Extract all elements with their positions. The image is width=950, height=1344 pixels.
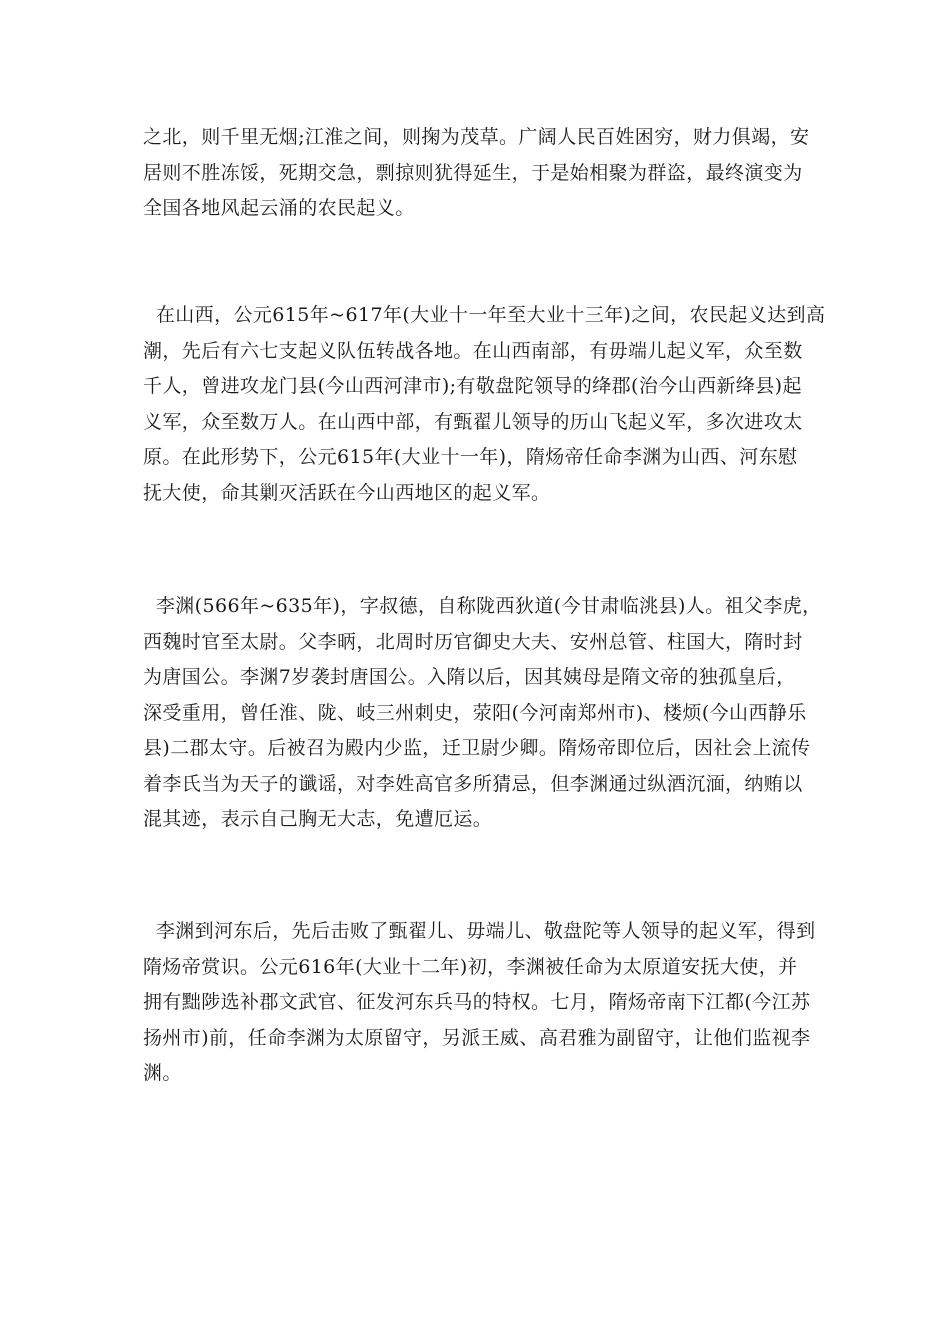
paragraph-line: 原。在此形势下，公元615年(大业十一年)，隋炀帝任命李渊为山西、河东慰 [143,446,798,468]
paragraph-line: 扬州市)前，任命李渊为太原留守，另派王威、高君雅为副留守，让他们监视李 [143,1026,811,1049]
paragraph-line: 着李氏当为天子的谶谣，对李姓高官多所猜忌，但李渊通过纵酒沉湎，纳贿以 [143,772,803,795]
paragraph-line: 李渊(566年~635年)，字叔德，自称陇西狄道(今甘肃临洮县)人。祖父李虎， [143,595,822,617]
paragraph-line: 居则不胜冻馁，死期交急，剽掠则犹得延生，于是始相聚为群盗，最终演变为 [143,161,803,184]
paragraph-line: 之北，则千里无烟;江淮之间，则掬为茂草。广阔人民百姓困穷，财力俱竭，安 [143,126,810,148]
paragraph-2 [143,298,826,511]
paragraph-3 [143,589,822,838]
paragraph-4 [143,914,816,1092]
paragraph-line: 潮，先后有六七支起义队伍转战各地。在山西南部，有毋端儿起义军，众至数 [143,339,803,362]
paragraph-line: 全国各地风起云涌的农民起义。 [143,197,415,219]
paragraph-line: 西魏时官至太尉。父李昞，北周时历官御史大夫、安州总管、柱国大，隋时封 [143,630,803,653]
paragraph-line: 渊。 [143,1062,182,1084]
paragraph-line: 义军，众至数万人。在山西中部，有甄翟儿领导的历山飞起义军，多次进攻太 [143,410,803,433]
paragraph-line: 拥有黜陟选补郡文武官、征发河东兵马的特权。七月，隋炀帝南下江都(今江苏 [143,991,811,1013]
paragraph-line: 千人，曾进攻龙门县(今山西河津市);有敬盘陀领导的绛郡(治今山西新绛县)起 [143,375,802,397]
paragraph-line: 在山西，公元615年~617年(大业十一年至大业十三年)之间，农民起义达到高 [143,304,826,326]
paragraph-line: 混其迹，表示自己胸无大志，免遭厄运。 [143,808,493,830]
paragraph-line: 抚大使，命其剿灭活跃在今山西地区的起义军。 [143,481,551,504]
paragraph-line: 深受重用，曾任淮、陇、岐三州刺史，荥阳(今河南郑州市)、楼烦(今山西静乐 [143,701,807,724]
paragraph-line: 隋炀帝赏识。公元616年(大业十二年)初，李渊被任命为太原道安抚大使，并 [143,955,798,978]
paragraph-line: 李渊到河东后，先后击败了甄翟儿、毋端儿、敬盘陀等人领导的起义军，得到 [143,920,816,942]
paragraph-line: 县)二郡太守。后被召为殿内少监，迁卫尉少卿。隋炀帝即位后，因社会上流传 [143,737,811,759]
paragraph-line: 为唐国公。李渊7岁袭封唐国公。入隋以后，因其姨母是隋文帝的独孤皇后， [143,666,796,688]
paragraph-1 [143,120,813,227]
